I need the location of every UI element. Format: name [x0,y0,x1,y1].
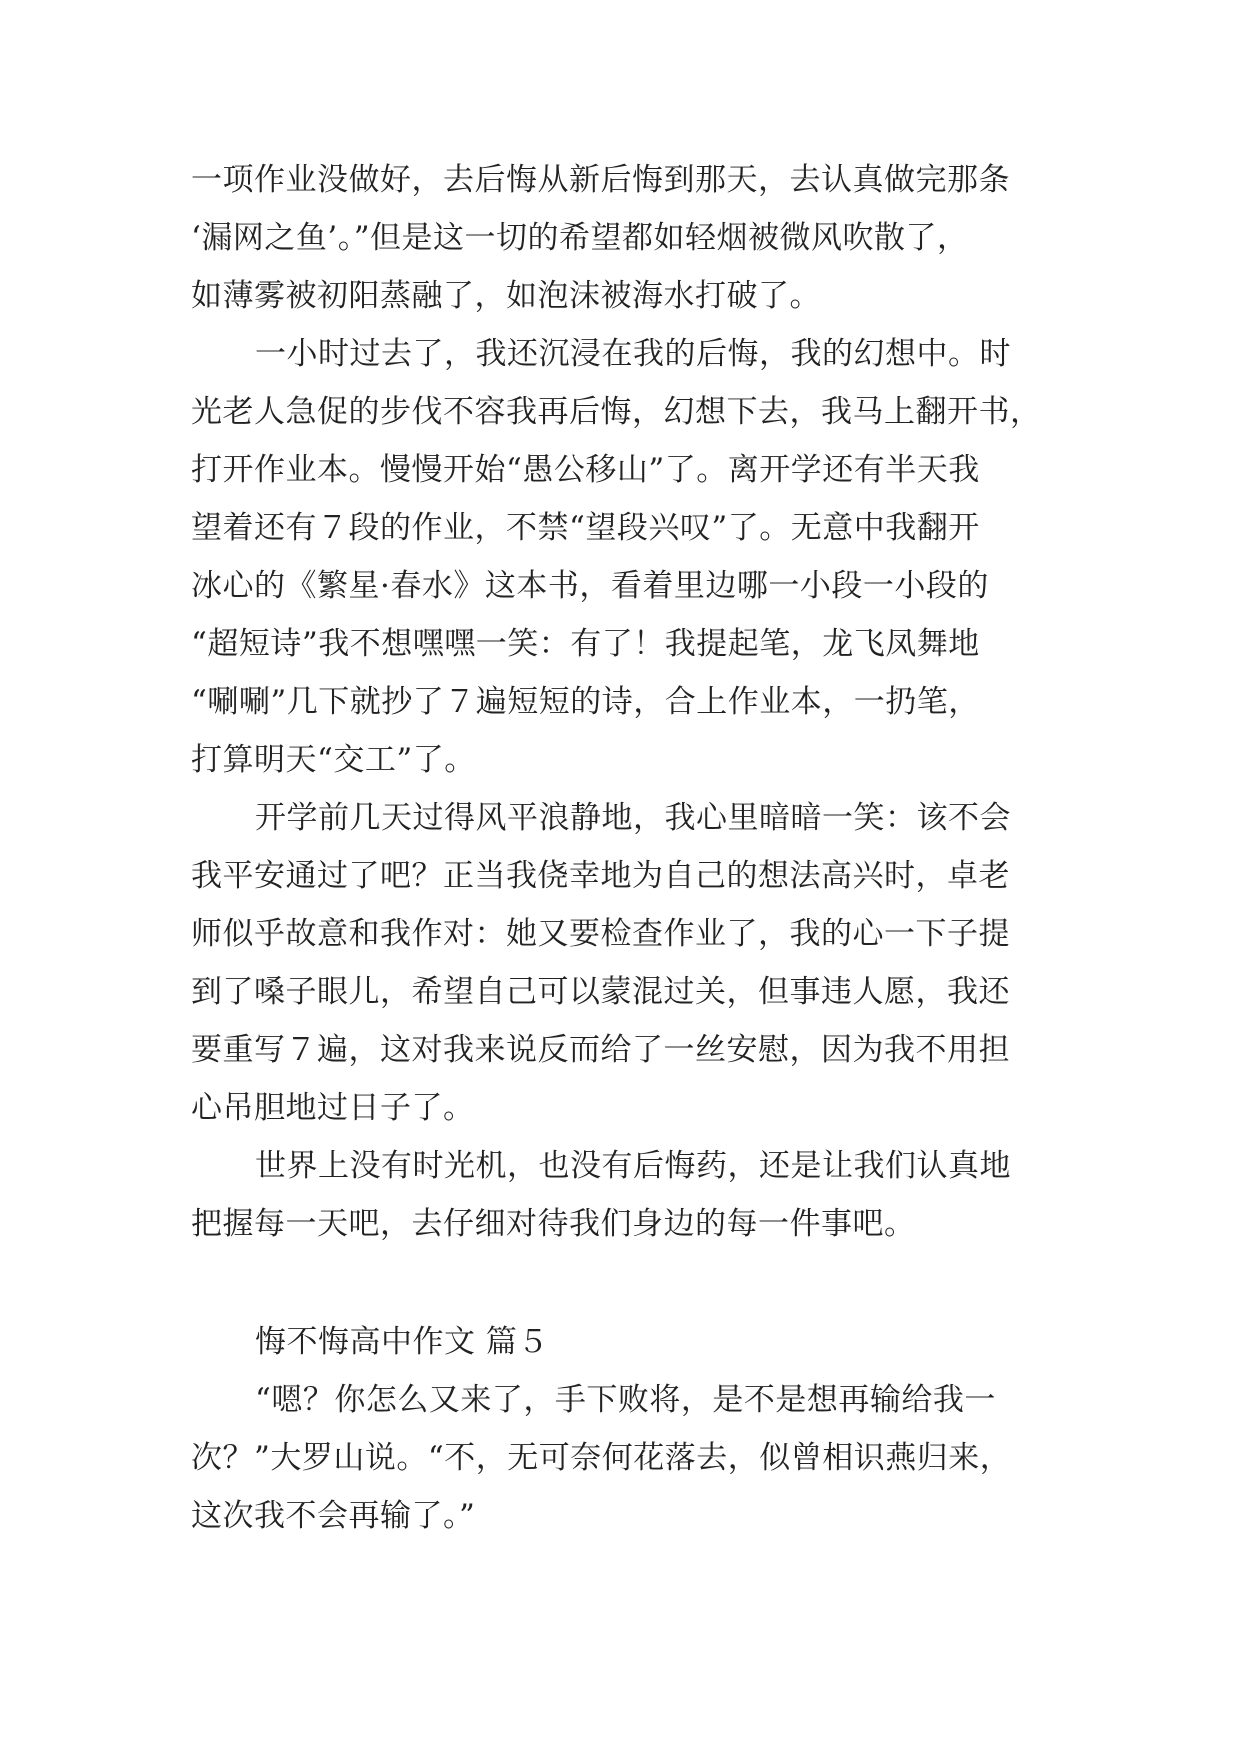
text-line: 打算明天“交工”了。 [191,742,476,778]
text-line: 一项作业没做好，去后悔从新后悔到那天，去认真做完那条 [191,162,1010,198]
text-line: 次？”大罗山说。“不，无可奈何花落去，似曾相识燕归来， [191,1440,1012,1476]
text-line: 把握每一天吧，去仔细对待我们身边的每一件事吧。 [191,1206,916,1242]
text-line: 这次我不会再输了。” [191,1498,476,1534]
text-line: ‘漏网之鱼’。”但是这一切的希望都如轻烟被微风吹散了， [191,220,969,256]
text-line: 师似乎故意和我作对：她又要检查作业了，我的心一下子提 [191,916,1010,952]
text-line: 要重写７遍，这对我来说反而给了一丝安慰，因为我不用担 [191,1032,1010,1068]
text-line: 如薄雾被初阳蒸融了，如泡沫被海水打破了。 [191,278,821,314]
text-line: “唰唰”几下就抄了７遍短短的诗，合上作业本，一扔笔， [191,684,980,720]
text-line: 我平安通过了吧？正当我侥幸地为自己的想法高兴时，卓老 [191,858,1010,894]
text-line: 一小时过去了，我还沉浸在我的后悔，我的幻想中。时 [255,336,1011,372]
text-line: 打开作业本。慢慢开始“愚公移山”了。离开学还有半天我 [191,452,980,488]
text-line: 望着还有７段的作业，不禁“望段兴叹”了。无意中我翻开 [191,510,980,546]
text-line: 到了嗓子眼儿，希望自己可以蒙混过关，但事违人愿，我还 [191,974,1010,1010]
text-line: “超短诗”我不想嘿嘿一笑：有了！我提起笔，龙飞凤舞地 [191,626,980,662]
text-line: 开学前几天过得风平浪静地，我心里暗暗一笑：该不会 [255,800,1011,836]
text-line: 光老人急促的步伐不容我再后悔，幻想下去，我马上翻开书， [191,394,1042,430]
text-line: 世界上没有时光机，也没有后悔药，还是让我们认真地 [255,1148,1011,1184]
section-heading: 悔不悔高中作文 篇５ [255,1324,549,1360]
text-line: “嗯？你怎么又来了，手下败将，是不是想再输给我一 [255,1382,996,1418]
text-line: 冰心的《繁星·春水》这本书，看着里边哪一小段一小段的 [191,568,989,604]
text-line: 心吊胆地过日子了。 [191,1090,475,1126]
